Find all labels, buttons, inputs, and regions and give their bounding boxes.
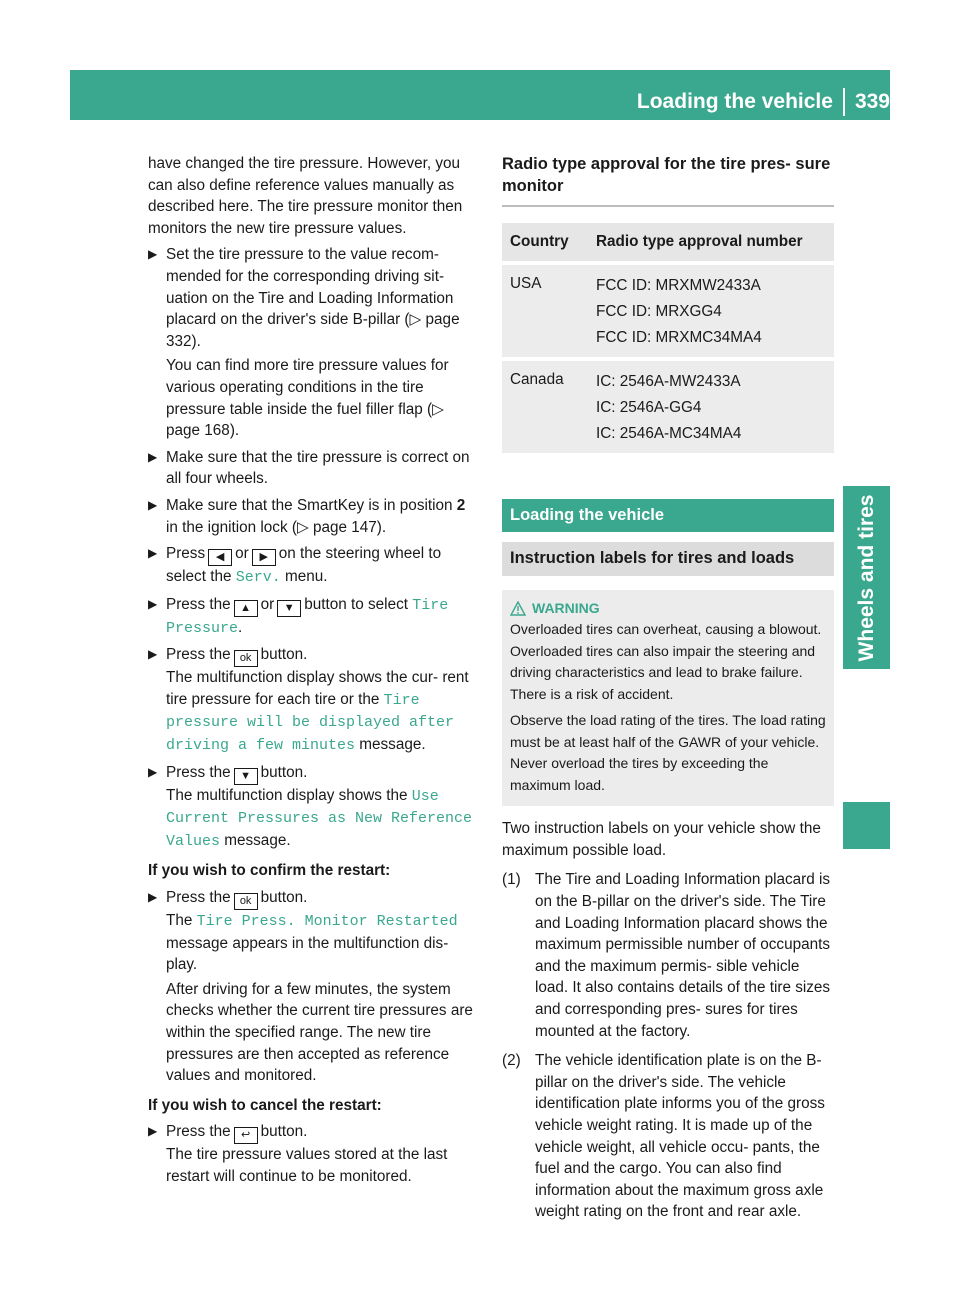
step-paragraph: After driving for a few minutes, the system checks whether the current tire pressures are within the specified range. The new tire pressures are then accepted as reference values and monitored. — [166, 980, 473, 1085]
step-subtext — [166, 667, 481, 756]
ok-key-icon: ok — [234, 893, 258, 910]
approval-cell — [588, 361, 834, 453]
subtext-pre: You can find more tire pressure values for various operating conditions in the tire pressure table inside the fuel filler flap ( — [166, 357, 449, 418]
warning-text: Observe the load rating of the tires. The load rating must be at least half of the GAWR of your vehicle. Never overload the tires by exceeding the maximum load. — [510, 712, 826, 793]
step-text-post: button. — [260, 763, 308, 781]
step-text-post: . — [238, 618, 243, 636]
step-arrow-icon: ▶ — [148, 890, 158, 905]
list-item-text: The vehicle identification plate is on the B-pillar on the driver's side. The vehicle identification plate informs you of the gross vehicle weight rating. It is made up of the vehicle weight, all vehicle occu- pants, the fuel and the cargo. You can also find information about the maximum gross axle weight rating on the front and rear axle. — [535, 1052, 825, 1221]
step-arrow-icon: ▶ — [148, 546, 158, 561]
step-text — [166, 244, 481, 352]
down-arrow-key-icon: ▼ — [277, 600, 301, 617]
table-row — [502, 265, 834, 357]
heading-rule — [502, 205, 834, 207]
list-item-number: (2) — [502, 1052, 521, 1070]
warning-header — [510, 598, 826, 620]
step-set-pressure — [148, 244, 481, 441]
step-text-or: or — [260, 595, 275, 613]
step-text-post: ). — [376, 518, 387, 536]
step-text-mid: on the steering wheel to select the — [166, 545, 442, 586]
step-text-post: button. — [260, 1123, 308, 1141]
warning-box — [502, 590, 834, 807]
step-arrow-icon: ▶ — [148, 764, 158, 779]
country-cell: USA — [502, 265, 588, 357]
step-text-pre: Press — [166, 545, 206, 563]
step-text-or: or — [235, 545, 249, 563]
chapter-tab-label: Wheels and tires — [854, 494, 878, 661]
chapter-tab — [843, 486, 890, 669]
page-ref-link[interactable]: page 147 — [312, 518, 377, 536]
warning-triangle-icon — [510, 601, 526, 616]
step-text-post: button. — [260, 889, 308, 907]
step-subtext — [166, 355, 481, 441]
step-subtext: The tire pressure values stored at the last restart will continue to be monitored. — [166, 1146, 448, 1185]
up-arrow-key-icon: ▲ — [234, 600, 258, 617]
labels-intro: Two instruction labels on your vehicle show the maximum possible load. — [502, 820, 821, 859]
step-smartkey — [148, 495, 481, 538]
down-arrow-key-icon: ▼ — [234, 768, 258, 785]
column-header-country: Country — [502, 223, 588, 261]
right-column — [502, 153, 834, 1223]
step-arrow-icon: ▶ — [148, 596, 158, 611]
display-text-tire-pressure: Tire Pressure — [166, 596, 449, 637]
step-press-ok — [148, 644, 481, 756]
step-text: Make sure that the tire pressure is correct on all four wheels. — [166, 448, 470, 488]
step-text-post: menu. — [285, 568, 328, 586]
running-header — [637, 88, 890, 116]
step-text-pre: Press the — [166, 1123, 231, 1141]
header-title: Loading the vehicle — [636, 90, 833, 113]
confirm-heading: If you wish to confirm the restart: — [148, 862, 391, 880]
display-text-message: Use Current Pressures as New Reference Values — [166, 787, 473, 850]
page-ref-link[interactable]: page 168 — [166, 422, 230, 440]
step-text-mid: in the ignition lock ( — [166, 518, 297, 536]
display-text-serv: Serv. — [235, 569, 281, 587]
step-text-post: ). — [191, 332, 201, 350]
page-number: 339 — [854, 90, 890, 113]
list-item — [502, 1050, 834, 1223]
table-row — [502, 361, 834, 453]
page-ref-link[interactable]: page 332 — [166, 311, 460, 350]
column-header-approval: Radio type approval number — [588, 223, 834, 261]
approval-id: IC: 2546A-GG4 — [596, 398, 702, 416]
step-arrow-icon: ▶ — [148, 247, 158, 262]
step-subtext — [166, 785, 481, 853]
step-text — [166, 495, 481, 538]
step-text — [166, 1121, 481, 1144]
step-text-mid: button to select — [304, 595, 408, 613]
display-text-message: Tire Press. Monitor Restarted — [196, 913, 458, 931]
step-arrow-icon: ▶ — [148, 1124, 158, 1139]
back-key-icon: ↩ — [234, 1127, 258, 1144]
page-ref-icon: ▷ — [409, 311, 426, 329]
warning-label: WARNING — [532, 599, 600, 616]
approval-id: FCC ID: MRXGG4 — [596, 302, 722, 320]
display-text-message: Tire pressure will be displayed after driving a few minutes — [166, 691, 455, 755]
header-divider — [843, 88, 845, 116]
subtext-post: message. — [224, 831, 291, 849]
step-arrow-icon: ▶ — [148, 449, 158, 464]
subtext-post: message appears in the multifunction dis- play. — [166, 934, 449, 974]
ok-key-icon: ok — [234, 650, 258, 667]
radio-approval-table — [502, 219, 834, 457]
step-text-pre: Press the — [166, 889, 231, 907]
step-text-post: button. — [260, 646, 308, 664]
step-check-wheels — [148, 447, 481, 490]
radio-approval-heading: Radio type approval for the tire pres- sure monitor — [502, 155, 831, 195]
step-confirm-ok — [148, 887, 481, 1087]
step-arrow-icon: ▶ — [148, 497, 158, 512]
step-subtext — [166, 910, 481, 976]
step-text — [166, 543, 481, 589]
approval-cell — [588, 265, 834, 357]
list-item — [502, 869, 834, 1042]
step-select-tire-pressure — [148, 594, 481, 640]
subtext-pre: The multifunction display shows the cur- rent tire pressure for each tire or the — [166, 669, 469, 708]
page-ref-icon: ▷ — [296, 518, 313, 536]
subtext-post: message. — [359, 736, 426, 754]
left-arrow-key-icon: ◀ — [208, 549, 232, 566]
step-text-pre: Press the — [166, 763, 231, 781]
step-text — [166, 644, 481, 667]
subtext-pre: The multifunction display shows the — [166, 786, 408, 804]
step-select-serv — [148, 543, 481, 589]
country-cell: Canada — [502, 361, 588, 453]
intro-paragraph: have changed the tire pressure. However, you can also define reference values manually as described here. The tire pressure monitor then monitors the new tire pressure values. — [148, 155, 463, 237]
approval-id: IC: 2546A-MW2433A — [596, 372, 741, 390]
step-text — [166, 887, 481, 910]
page-ref-icon: ▷ — [432, 400, 444, 418]
chapter-marker — [843, 802, 890, 849]
step-arrow-icon: ▶ — [148, 647, 158, 662]
step-cancel-back — [148, 1121, 481, 1187]
step-text — [166, 594, 481, 640]
approval-id: IC: 2546A-MC34MA4 — [596, 424, 742, 442]
step-text-pre: Make sure that the SmartKey is in position — [166, 496, 453, 514]
subsection-heading: Instruction labels for tires and loads — [502, 542, 834, 576]
left-column — [148, 153, 481, 1188]
cancel-heading: If you wish to cancel the restart: — [148, 1096, 382, 1114]
section-heading: Loading the vehicle — [502, 499, 834, 533]
approval-id: FCC ID: MRXMC34MA4 — [596, 328, 762, 346]
step-text-pre: Press the — [166, 646, 231, 664]
list-item-text: The Tire and Loading Information placard is on the B-pillar on the driver's side. The Tire and Loading Information placard shows the maximum permissible number of occupants and the maximum permis- sible vehicle load. It also contains details of the tire sizes and corresponding pres- sures for tires mounted at the factory. — [535, 871, 831, 1040]
step-text-pre: Press the — [166, 595, 231, 613]
warning-text: Overloaded tires can overheat, causing a blowout. Overloaded tires can also impair the steering and driving characteristics and lead to brake failure. There is a risk of accident. — [510, 621, 822, 702]
subtext-post: ). — [229, 422, 240, 440]
key-position: 2 — [456, 496, 466, 514]
step-text-pre: Set the tire pressure to the value recom- mended for the corresponding driving sit- uation on the Tire and Loading Information placard on the driver's side B-pillar ( — [166, 246, 454, 329]
table-header-row — [502, 223, 834, 261]
right-arrow-key-icon: ▶ — [252, 549, 276, 566]
approval-id: FCC ID: MRXMW2433A — [596, 276, 761, 294]
step-text — [166, 762, 481, 785]
subtext-pre: The — [166, 912, 193, 930]
step-press-down — [148, 762, 481, 853]
list-item-number: (1) — [502, 871, 521, 889]
